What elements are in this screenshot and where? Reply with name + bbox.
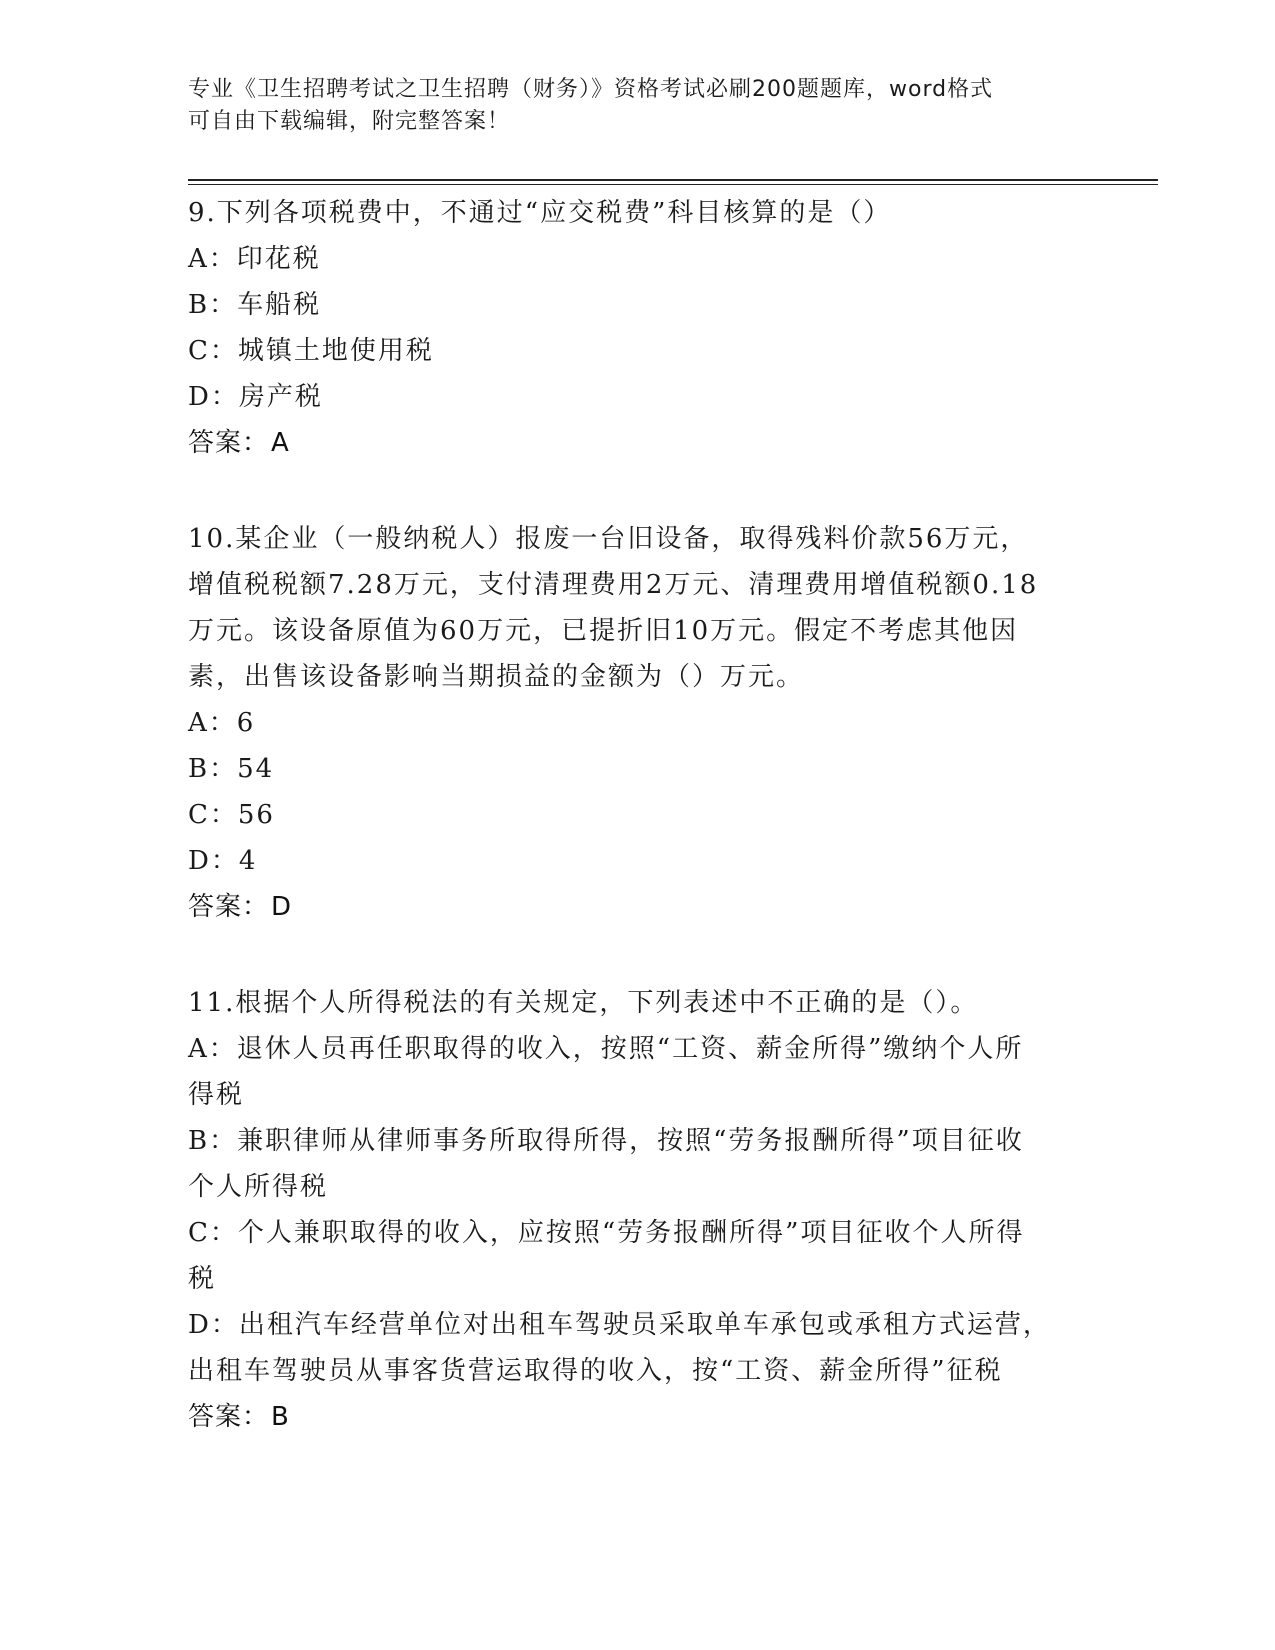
question-9 xyxy=(188,190,1088,466)
option-b: B：54 xyxy=(188,754,275,784)
option-d-line-1: D：出租汽车经营单位对出租车驾驶员采取单车承包或承租方式运营， xyxy=(188,1310,1051,1340)
option-d: D：房产税 xyxy=(188,382,323,412)
option-d-line-2: 出租车驾驶员从事客货营运取得的收入，按“工资、薪金所得”征税 xyxy=(188,1356,1003,1386)
question-stem-line-4: 素，出售该设备影响当期损益的金额为（）万元。 xyxy=(188,662,805,692)
option-c-line-1: C：个人兼职取得的收入，应按照“劳务报酬所得”项目征收个人所得 xyxy=(188,1218,1025,1248)
answer-line xyxy=(188,420,1088,466)
answer-line xyxy=(188,884,1088,930)
question-11 xyxy=(188,980,1088,1440)
question-stem-line-3: 万元。该设备原值为60万元，已提折旧10万元。假定不考虑其他因 xyxy=(188,616,1019,646)
answer-value: B xyxy=(271,1402,290,1432)
option-b-line-2: 个人所得税 xyxy=(188,1172,329,1202)
question-stem-line-1: 10.某企业（一般纳税人）报废一台旧设备，取得残料价款56万元， xyxy=(188,524,1029,554)
answer-value: D xyxy=(271,892,293,922)
option-b: B：车船税 xyxy=(188,290,322,320)
option-a: A：印花税 xyxy=(188,244,321,274)
document-header xyxy=(188,74,1088,138)
answer-line xyxy=(188,1394,1088,1440)
option-d: D：4 xyxy=(188,846,258,876)
option-c: C：城镇土地使用税 xyxy=(188,336,434,366)
option-c: C：56 xyxy=(188,800,275,830)
option-b-line-1: B：兼职律师从律师事务所取得所得，按照“劳务报酬所得”项目征收 xyxy=(188,1126,1024,1156)
header-line-2: 可自由下载编辑，附完整答案！ xyxy=(188,109,511,134)
question-10 xyxy=(188,516,1088,930)
question-list xyxy=(188,190,1088,1490)
option-a-line-1: A：退休人员再任职取得的收入，按照“工资、薪金所得”缴纳个人所 xyxy=(188,1034,1024,1064)
option-a-line-2: 得税 xyxy=(188,1080,245,1110)
answer-label: 答案： xyxy=(188,428,270,458)
header-divider-thin xyxy=(188,184,1158,185)
option-c-line-2: 税 xyxy=(188,1264,217,1294)
question-stem: 11.根据个人所得税法的有关规定，下列表述中不正确的是（）。 xyxy=(188,988,979,1018)
question-stem: 9.下列各项税费中，不通过“应交税费”科目核算的是（） xyxy=(188,198,892,228)
question-stem-line-2: 增值税税额7.28万元，支付清理费用2万元、清理费用增值税额0.18 xyxy=(188,570,1039,600)
option-a: A：6 xyxy=(188,708,256,738)
header-divider-thick xyxy=(188,179,1158,181)
answer-value: A xyxy=(271,428,290,458)
header-line-1: 专业《卫生招聘考试之卫生招聘（财务）》资格考试必刷200题题库，word格式 xyxy=(188,77,994,102)
answer-label: 答案： xyxy=(188,1402,270,1432)
answer-label: 答案： xyxy=(188,892,270,922)
